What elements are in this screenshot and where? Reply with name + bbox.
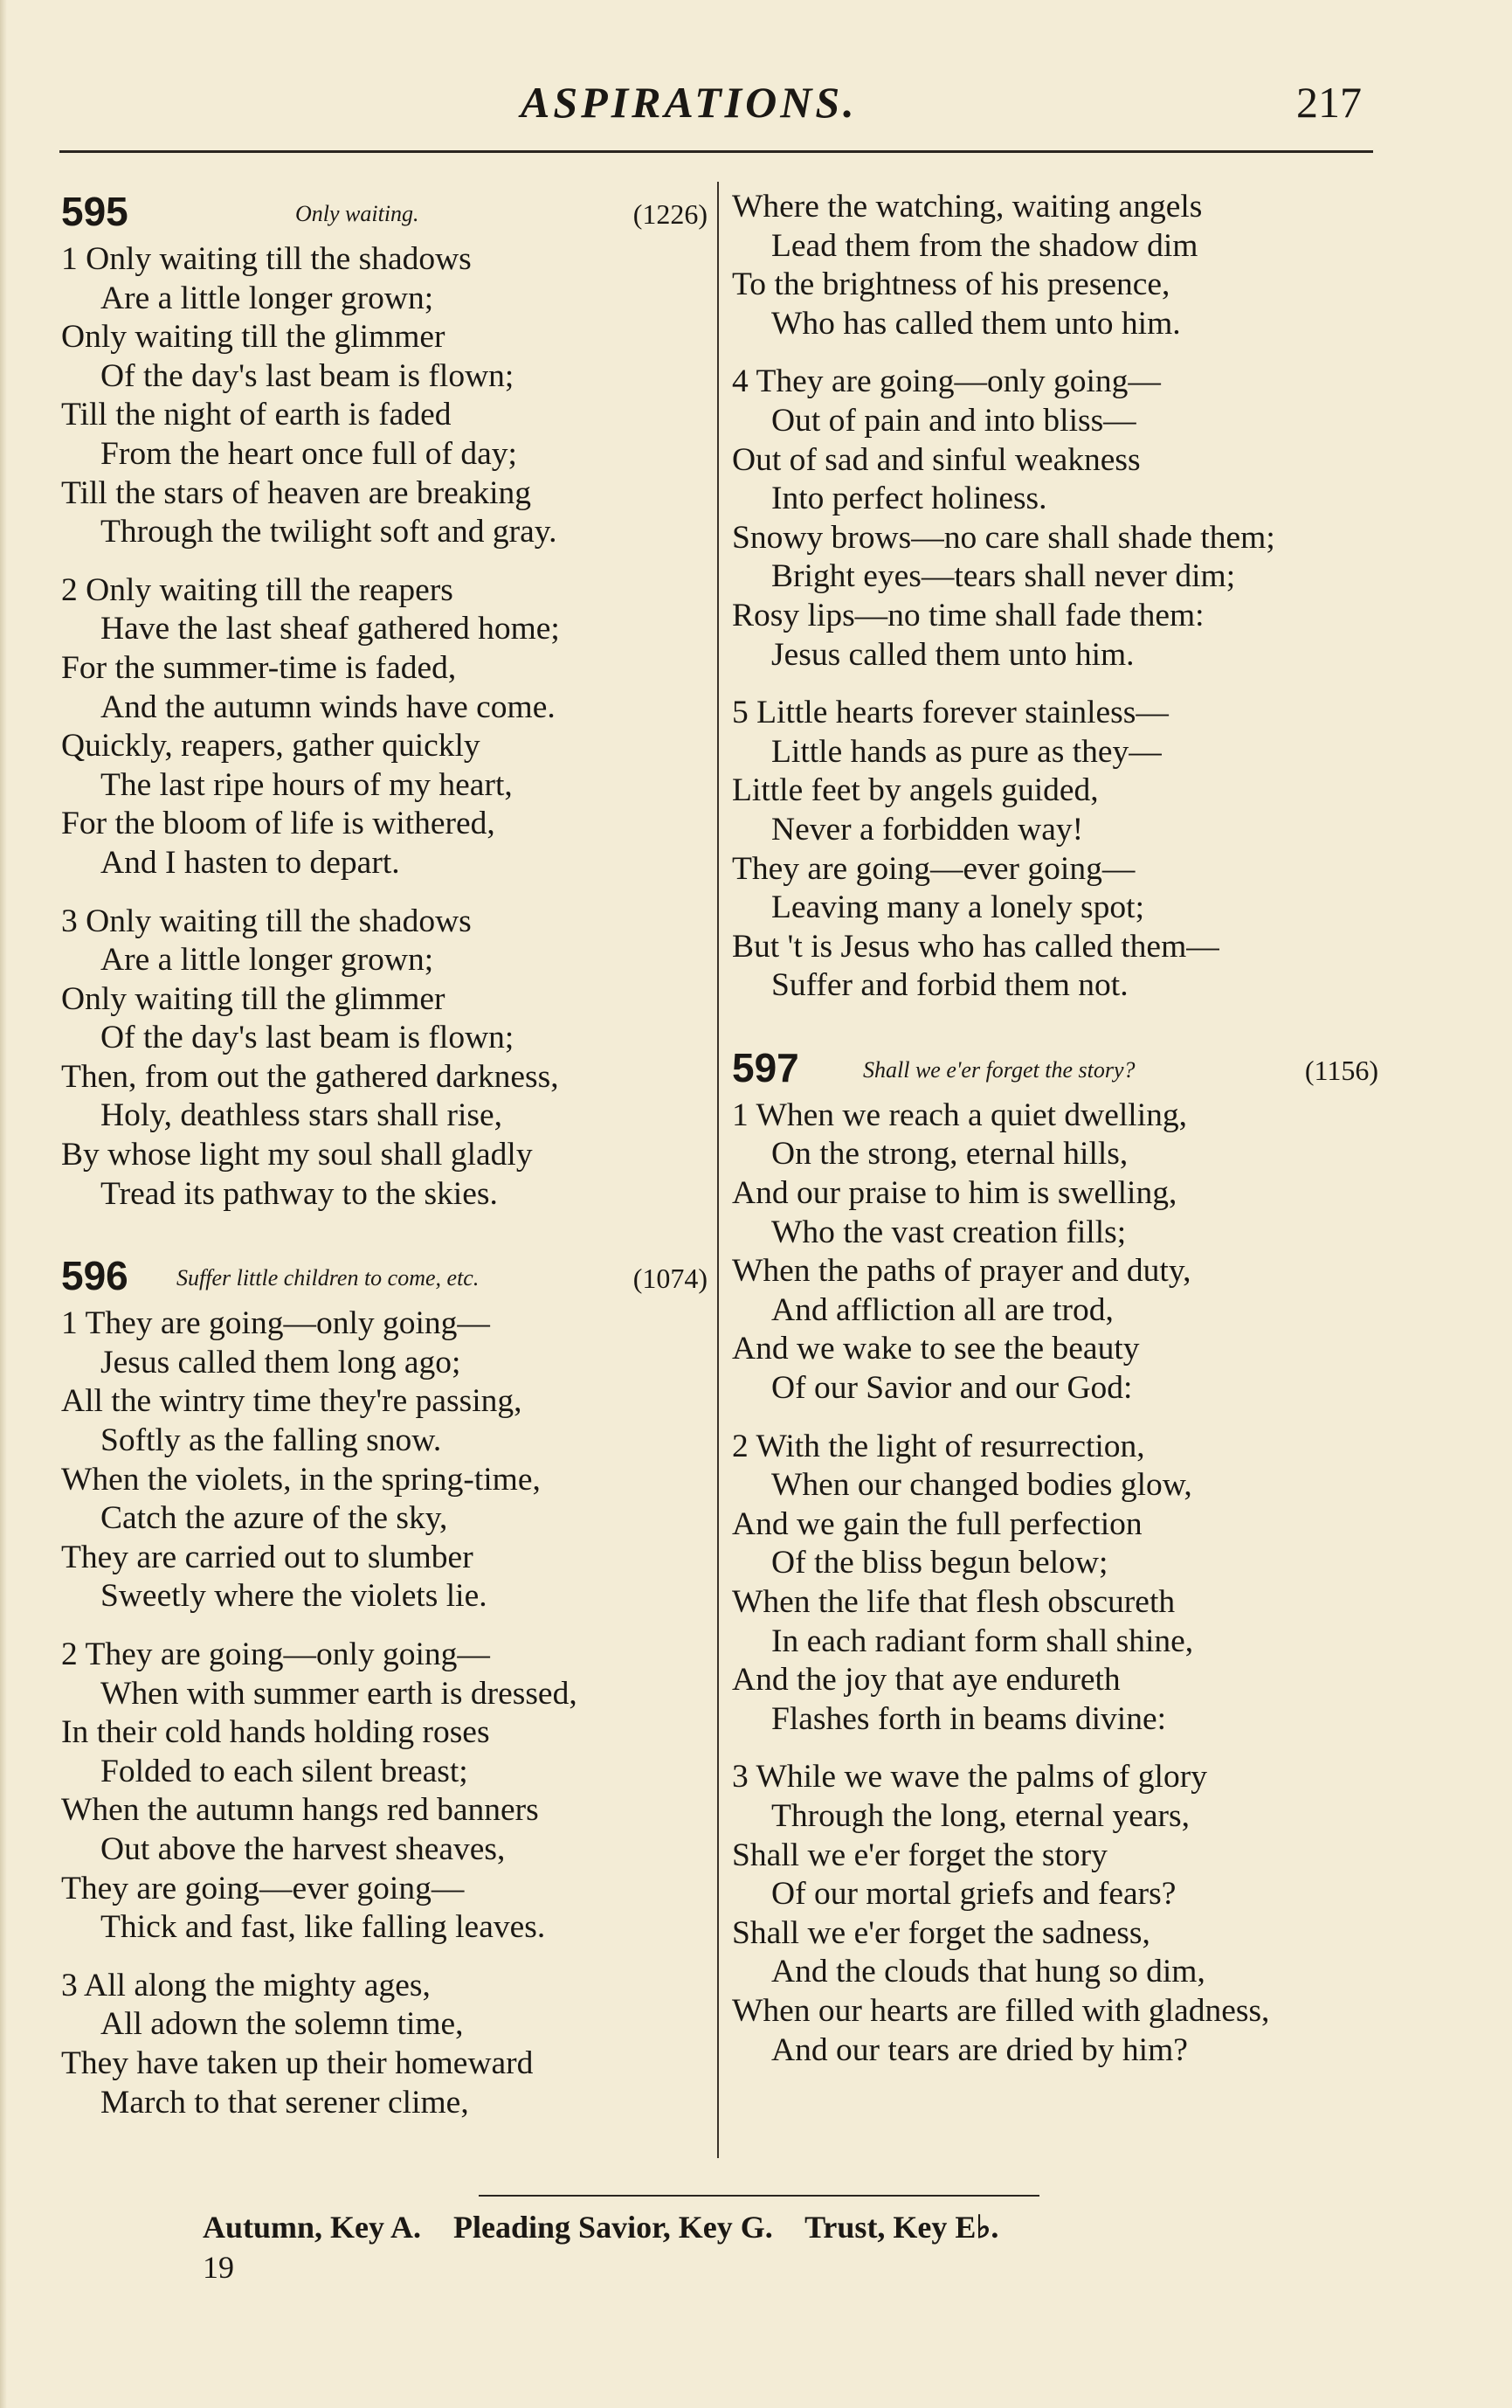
tune-keys	[203, 2209, 1023, 2245]
verse-line: Tread its pathway to the skies.	[100, 1175, 498, 1212]
hymn-ref: (1156)	[1304, 1054, 1378, 1086]
verse-line: Out of sad and sinful weakness	[732, 441, 1141, 478]
tune-key: Pleading Savior, Key G.	[453, 2210, 773, 2245]
verse-line: And affliction all are trod,	[771, 1291, 1114, 1328]
tune-key: Autumn, Key A.	[203, 2210, 422, 2245]
verse-line: And our tears are dried by him?	[771, 2031, 1188, 2068]
hymn-number: 597	[732, 1044, 799, 1090]
verse-line: For the bloom of life is withered,	[61, 806, 495, 842]
verse-line: Never a forbidden way!	[771, 811, 1084, 848]
verse-line: Are a little longer grown;	[100, 942, 434, 979]
verse-line: 3 Only waiting till the shadows	[61, 903, 472, 939]
right-column	[732, 188, 1378, 2070]
verse-line: Where the watching, waiting angels	[732, 189, 1203, 225]
verse-line: Till the night of earth is faded	[61, 397, 452, 433]
verse-line: Thick and fast, like falling leaves.	[100, 1909, 546, 1946]
hymn-ref: (1074)	[632, 1263, 708, 1295]
verse-line: In each radiant form shall shine,	[771, 1623, 1194, 1659]
verse-line: 2 With the light of resurrection,	[732, 1428, 1145, 1464]
verse-line: 5 Little hearts forever stainless—	[732, 695, 1169, 731]
verse-line: 3 While we wave the palms of glory	[732, 1759, 1207, 1796]
column-divider	[717, 182, 719, 2158]
verse-line: Till the stars of heaven are breaking	[61, 474, 532, 511]
verse-line: Snowy brows—no care shall shade them;	[732, 519, 1275, 556]
verse-line: By whose light my soul shall gladly	[61, 1137, 533, 1173]
verse-line: Little hands as pure as they—	[771, 733, 1162, 770]
verse-line: 1 They are going—only going—	[61, 1305, 490, 1342]
verse-line: They are carried out to slumber	[61, 1539, 473, 1575]
verse-line: They are going—ever going—	[61, 1870, 465, 1906]
tune-key: Trust, Key E♭.	[804, 2210, 999, 2245]
verse-line: Lead them from the shadow dim	[771, 227, 1198, 264]
verse-line: March to that serener clime,	[100, 2084, 469, 2121]
verse-line: Folded to each silent breast;	[100, 1753, 468, 1789]
signature-mark: 19	[203, 2250, 234, 2285]
verse-line: Then, from out the gathered darkness,	[61, 1058, 559, 1095]
hymn-597-text	[732, 1097, 1378, 2070]
verse-line: Through the twilight soft and gray.	[100, 514, 557, 550]
verse-line: Who has called them unto him.	[771, 305, 1181, 342]
verse-line: Into perfect holiness.	[771, 481, 1047, 517]
verse-line: 2 Only waiting till the reapers	[61, 571, 453, 608]
verse-line: When the paths of prayer and duty,	[732, 1253, 1191, 1290]
verse-line: On the strong, eternal hills,	[771, 1136, 1129, 1173]
verse-line: Catch the azure of the sky,	[100, 1500, 448, 1537]
verse-line: Softly as the falling snow.	[100, 1422, 442, 1459]
verse-line: Holy, deathless stars shall rise,	[100, 1097, 502, 1134]
verse-line: 1 When we reach a quiet dwelling,	[732, 1097, 1187, 1133]
verse-line: Jesus called them long ago;	[100, 1344, 461, 1380]
verse-line: And I hasten to depart.	[100, 844, 400, 881]
verse-line: But 't is Jesus who has called them—	[732, 928, 1219, 965]
verse-line: When the violets, in the spring-time,	[61, 1461, 541, 1498]
left-column	[61, 188, 708, 2122]
verse-line: Of the day's last beam is flown;	[100, 1020, 514, 1056]
hymn-596-text-part-1	[61, 1304, 708, 2122]
verse-line: When the life that flesh obscureth	[732, 1584, 1176, 1620]
verse-line: Of our mortal griefs and fears?	[771, 1876, 1177, 1913]
hymn-ref: (1226)	[632, 198, 708, 230]
hymn-title: Only waiting.	[295, 201, 419, 226]
verse-line: When the autumn hangs red banners	[61, 1792, 539, 1829]
verse-line: Of our Savior and our God:	[771, 1370, 1133, 1407]
hymn-number: 595	[61, 189, 128, 234]
verse-line: To the brightness of his presence,	[732, 266, 1170, 303]
page-number: 217	[1296, 78, 1362, 127]
verse-line: And we gain the full perfection	[732, 1505, 1143, 1542]
verse-line: When our hearts are filled with gladness,	[732, 1992, 1270, 2029]
verse-line: Leaving many a lonely spot;	[771, 889, 1144, 926]
verse-line: Through the long, eternal years,	[771, 1797, 1191, 1834]
verse-line: All the wintry time they're passing,	[61, 1383, 522, 1420]
verse-line: Of the day's last beam is flown;	[100, 357, 514, 394]
running-title: ASPIRATIONS.	[521, 78, 858, 127]
hymn-title: Shall we e'er forget the story?	[863, 1056, 1136, 1083]
verse-line: 3 All along the mighty ages,	[61, 1967, 431, 2003]
verse-line: When with summer earth is dressed,	[100, 1675, 577, 1712]
verse-line: And the joy that aye endureth	[732, 1662, 1121, 1699]
verse-line: Shall we e'er forget the sadness,	[732, 1914, 1150, 1951]
header-rule	[59, 150, 1373, 153]
verse-line: From the heart once full of day;	[100, 435, 517, 472]
hymn-596-text-part-2	[732, 188, 1378, 1006]
verse-line: In their cold hands holding roses	[61, 1714, 490, 1751]
verse-line: Little feet by angels guided,	[732, 772, 1099, 809]
verse-line: Shall we e'er forget the story	[732, 1837, 1108, 1873]
verse-line: 1 Only waiting till the shadows	[61, 241, 472, 277]
hymn-title: Suffer little children to come, etc.	[176, 1265, 480, 1291]
verse-line: And our praise to him is swelling,	[732, 1175, 1177, 1212]
hymn-number: 596	[61, 1253, 128, 1299]
verse-line: Sweetly where the violets lie.	[100, 1578, 487, 1615]
verse-line: 4 They are going—only going—	[732, 363, 1161, 400]
verse-line: And we wake to see the beauty	[732, 1331, 1140, 1367]
verse-line: The last ripe hours of my heart,	[100, 766, 513, 803]
page-header	[0, 77, 1512, 138]
hymn-595-heading	[61, 188, 708, 239]
verse-line: Are a little longer grown;	[100, 280, 434, 316]
verse-line: Only waiting till the glimmer	[61, 319, 445, 356]
verse-line: For the summer-time is faded,	[61, 649, 457, 686]
verse-line: Suffer and forbid them not.	[771, 967, 1129, 1004]
verse-line: They have taken up their homeward	[61, 2045, 534, 2081]
verse-line: And the autumn winds have come.	[100, 688, 556, 725]
hymn-597-heading	[732, 1044, 1378, 1095]
verse-line: They are going—ever going—	[732, 850, 1136, 887]
verse-line: Rosy lips—no time shall fade them:	[732, 597, 1205, 633]
hymn-596-heading	[61, 1252, 708, 1303]
verse-line: Out of pain and into bliss—	[771, 402, 1136, 439]
verse-line: And the clouds that hung so dim,	[771, 1954, 1205, 1990]
verse-line: Bright eyes—tears shall never dim;	[771, 558, 1236, 595]
verse-line: Quickly, reapers, gather quickly	[61, 728, 480, 765]
verse-line: Of the bliss begun below;	[771, 1545, 1108, 1581]
verse-line: All adown the solemn time,	[100, 2006, 464, 2043]
footer-rule	[479, 2195, 1039, 2197]
verse-line: Only waiting till the glimmer	[61, 980, 445, 1017]
page-edge	[0, 0, 7, 2408]
verse-line: Who the vast creation fills;	[771, 1214, 1127, 1250]
verse-line: Have the last sheaf gathered home;	[100, 611, 560, 647]
hymn-595-text	[61, 240, 708, 1214]
verse-line: Out above the harvest sheaves,	[100, 1830, 506, 1867]
verse-line: 2 They are going—only going—	[61, 1636, 490, 1672]
verse-line: When our changed bodies glow,	[771, 1467, 1192, 1504]
verse-line: Flashes forth in beams divine:	[771, 1700, 1167, 1737]
verse-line: Jesus called them unto him.	[771, 636, 1135, 673]
